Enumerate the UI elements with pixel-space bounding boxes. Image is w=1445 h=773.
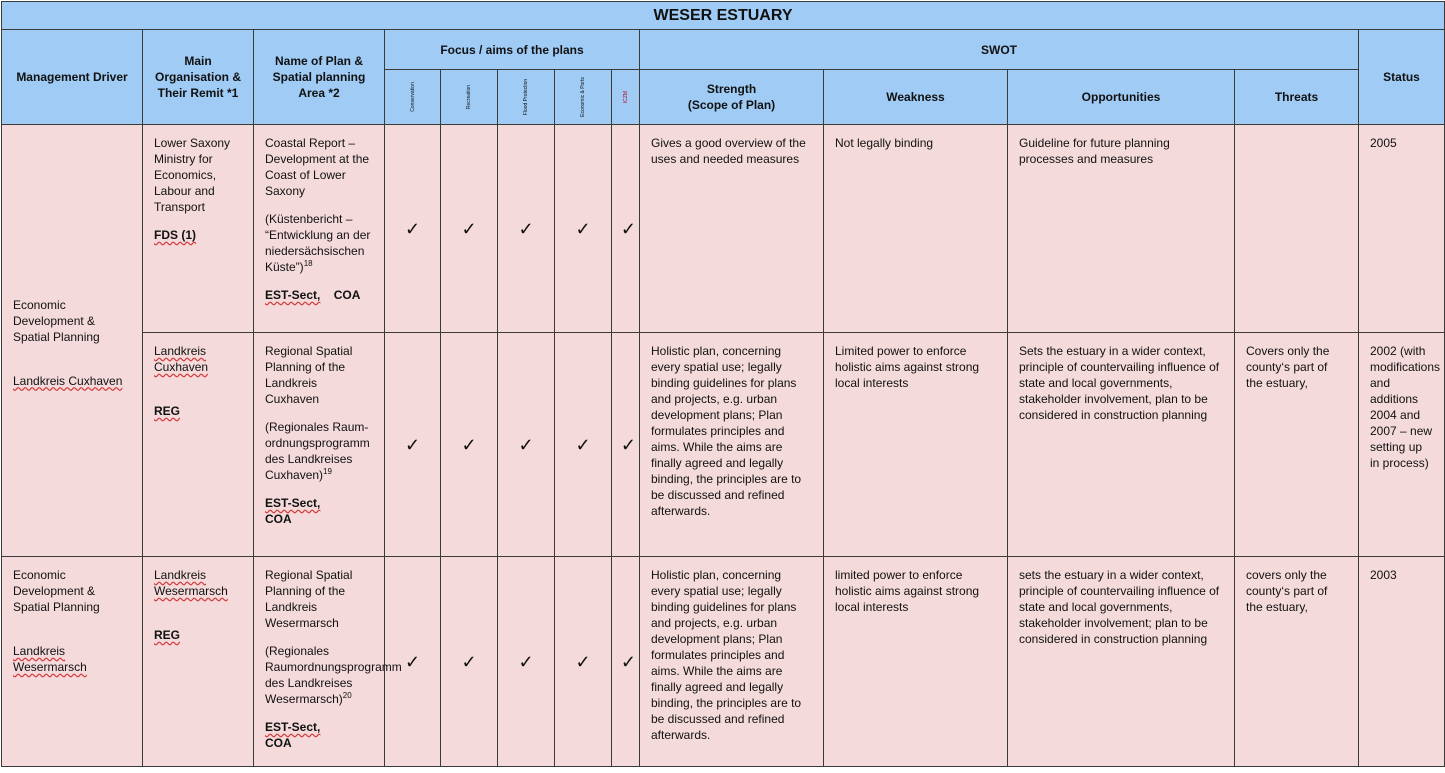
table-title: WESER ESTUARY	[2, 2, 1445, 30]
check-mark: ✓	[385, 333, 441, 557]
management-driver-cell: Economic Development & Spatial Planning Landkreis Wesermarsch	[2, 557, 143, 767]
table-row	[2, 557, 1445, 767]
header-focus-economic-ports: Economic & Ports	[555, 70, 612, 125]
header-focus: Focus / aims of the plans	[385, 30, 640, 70]
check-mark: ✓	[555, 333, 612, 557]
management-driver-merged: Economic Development & Spatial Planning Landkreis Cuxhaven	[2, 125, 143, 557]
check-mark: ✓	[385, 557, 441, 767]
weakness-cell: limited power to enforce holistic aims against strong local interests	[824, 557, 1008, 767]
opportunities-cell: Guideline for future planning processes and measures	[1008, 125, 1235, 333]
org-cell: Lower Saxony Ministry for Economics, Labour and Transport FDS (1)	[143, 125, 254, 333]
threats-cell: Covers only the county‘s part of the estuary,	[1235, 333, 1359, 557]
table-row	[2, 333, 1445, 557]
header-focus-conservation: Conservation	[385, 70, 441, 125]
table-row	[2, 125, 1445, 333]
check-mark: ✓	[441, 125, 498, 333]
strength-cell: Gives a good overview of the uses and needed measures	[640, 125, 824, 333]
weser-estuary-table	[1, 1, 1445, 767]
check-mark: ✓	[441, 333, 498, 557]
header-focus-flood-protection: Flood Protection	[498, 70, 555, 125]
plan-cell: Regional Spatial Planning of the Landkreis Wesermarsch (Regionales Raumordnungsprogramm des Landkreises Wesermarsch)$^{20}$ EST-Sect, COA	[254, 557, 385, 767]
plan-cell: Coastal Report – Development at the Coast of Lower Saxony (Küstenbericht – “Entwicklung an der niedersächsischen Küste”)$^{18}$ EST-Sect, COA	[254, 125, 385, 333]
header-focus-iczm: ICZM	[612, 70, 640, 125]
check-mark: ✓	[612, 125, 640, 333]
threats-cell	[1235, 125, 1359, 333]
header-strength: Strength (Scope of Plan)	[640, 70, 824, 125]
check-mark: ✓	[498, 557, 555, 767]
status-cell: 2003	[1359, 557, 1445, 767]
header-weakness: Weakness	[824, 70, 1008, 125]
weakness-cell: Limited power to enforce holistic aims against strong local interests	[824, 333, 1008, 557]
opportunities-cell: Sets the estuary in a wider context, principle of countervailing influence of state and local governments, stakeholder involvement, plan to be considered in construction planning	[1008, 333, 1235, 557]
header-plan-name: Name of Plan & Spatial planning Area *2	[254, 30, 385, 125]
header-status: Status	[1359, 30, 1445, 125]
check-mark: ✓	[498, 333, 555, 557]
opportunities-cell: sets the estuary in a wider context, principle of countervailing influence of state and local governments, stakeholder involvement; plan to be considered in construction planning	[1008, 557, 1235, 767]
header-focus-recreation: Recreation	[441, 70, 498, 125]
check-mark: ✓	[612, 557, 640, 767]
org-cell: Landkreis Cuxhaven REG	[143, 333, 254, 557]
header-threats: Threats	[1235, 70, 1359, 125]
header-opportunities: Opportunities	[1008, 70, 1235, 125]
header-main-organisation: Main Organisation & Their Remit *1	[143, 30, 254, 125]
strength-cell: Holistic plan, concerning every spatial use; legally binding guidelines for plans and projects, e.g. urban development plans; Plan formulates principles and aims. While the aims are finally agreed and legally binding, the principles are to be discussed and refined afterwards.	[640, 557, 824, 767]
threats-cell: covers only the county‘s part of the estuary,	[1235, 557, 1359, 767]
strength-cell: Holistic plan, concerning every spatial use; legally binding guidelines for plans and projects, e.g. urban development plans; Plan formulates principles and aims. While the aims are finally agreed and legally binding, the principles are to be discussed and refined afterwards.	[640, 333, 824, 557]
header-swot: SWOT	[640, 30, 1359, 70]
check-mark: ✓	[441, 557, 498, 767]
status-cell: 2005	[1359, 125, 1445, 333]
check-mark: ✓	[555, 125, 612, 333]
check-mark: ✓	[385, 125, 441, 333]
weakness-cell: Not legally binding	[824, 125, 1008, 333]
status-cell: 2002 (with modifications and additions 2004 and 2007 – new setting up in process)	[1359, 333, 1445, 557]
check-mark: ✓	[612, 333, 640, 557]
header-management-driver: Management Driver	[2, 30, 143, 125]
plan-cell: Regional Spatial Planning of the Landkreis Cuxhaven (Regionales Raum-ordnungsprogramm des Landkreises Cuxhaven)$^{19}$ EST-Sect, COA	[254, 333, 385, 557]
org-cell: Landkreis Wesermarsch REG	[143, 557, 254, 767]
check-mark: ✓	[498, 125, 555, 333]
check-mark: ✓	[555, 557, 612, 767]
